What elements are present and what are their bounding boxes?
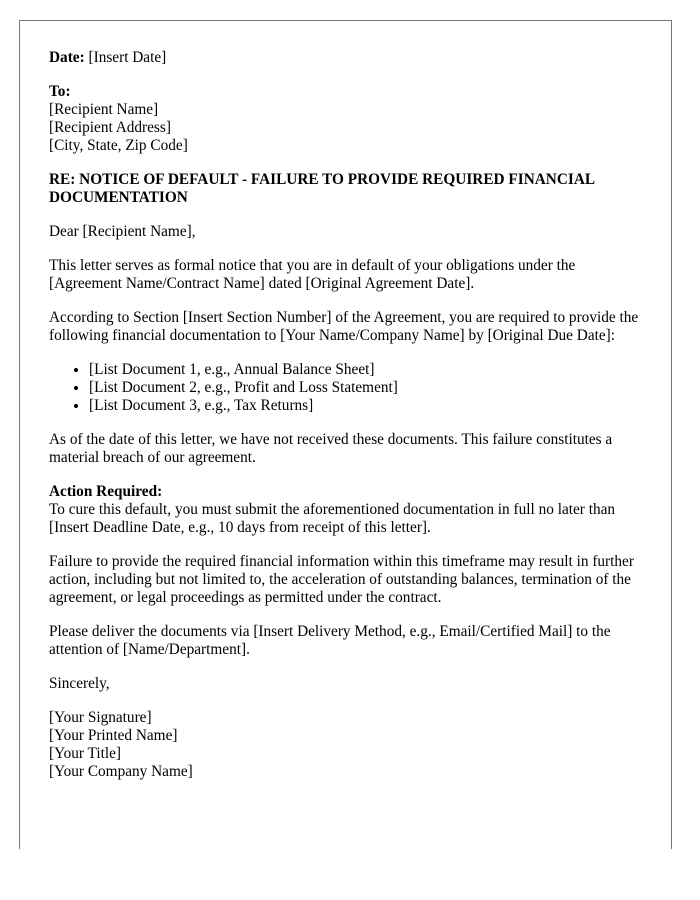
letter-page bbox=[19, 20, 672, 849]
recipient-name: [Recipient Name] bbox=[49, 101, 159, 118]
date-line bbox=[49, 49, 651, 67]
recipient-label: To: bbox=[49, 83, 71, 100]
company-name-line: [Your Company Name] bbox=[49, 763, 193, 780]
title-line: [Your Title] bbox=[49, 745, 121, 762]
action-paragraph: To cure this default, you must submit the aforementioned documentation in full no later than [Insert Deadline Date, e.g., 10 days from receipt of this letter]. bbox=[49, 501, 616, 536]
signature-line: [Your Signature] bbox=[49, 709, 152, 726]
recipient-city-state-zip: [City, State, Zip Code] bbox=[49, 137, 188, 154]
consequence-paragraph: Failure to provide the required financial information within this timeframe may result in further action, including but not limited to, the acceleration of outstanding balances, termination of the agreement, or legal proceedings as permitted under the contract. bbox=[49, 553, 634, 606]
signature-block bbox=[49, 709, 651, 781]
recipient-block bbox=[49, 83, 651, 155]
breach-paragraph: As of the date of this letter, we have not received these documents. This failure constitutes a material breach of our agreement. bbox=[49, 431, 613, 466]
date-value: [Insert Date] bbox=[88, 49, 167, 66]
list-item: • [List Document 1, e.g., Annual Balance Sheet] bbox=[89, 361, 651, 379]
document-list bbox=[49, 361, 651, 415]
closing: Sincerely, bbox=[49, 675, 110, 692]
date-label: Date: bbox=[49, 49, 85, 66]
delivery-paragraph: Please deliver the documents via [Insert Delivery Method, e.g., Email/Certified Mail] to the attention of [Name/Department]. bbox=[49, 623, 611, 658]
salutation: Dear [Recipient Name], bbox=[49, 223, 196, 240]
list-item: • [List Document 3, e.g., Tax Returns] bbox=[89, 397, 651, 415]
list-item: • [List Document 2, e.g., Profit and Loss Statement] bbox=[89, 379, 651, 397]
action-heading: Action Required: bbox=[49, 483, 163, 500]
recipient-address: [Recipient Address] bbox=[49, 119, 171, 136]
action-block bbox=[49, 483, 651, 537]
printed-name-line: [Your Printed Name] bbox=[49, 727, 178, 744]
requirement-paragraph: According to Section [Insert Section Number] of the Agreement, you are required to provide the following financial documentation to [Your Name/Company Name] by [Original Due Date]: bbox=[49, 309, 639, 344]
intro-paragraph: This letter serves as formal notice that you are in default of your obligations under the [Agreement Name/Contract Name] dated [Original Agreement Date]. bbox=[49, 257, 576, 292]
subject-line: RE: NOTICE OF DEFAULT - FAILURE TO PROVIDE REQUIRED FINANCIAL DOCUMENTATION bbox=[49, 171, 595, 206]
